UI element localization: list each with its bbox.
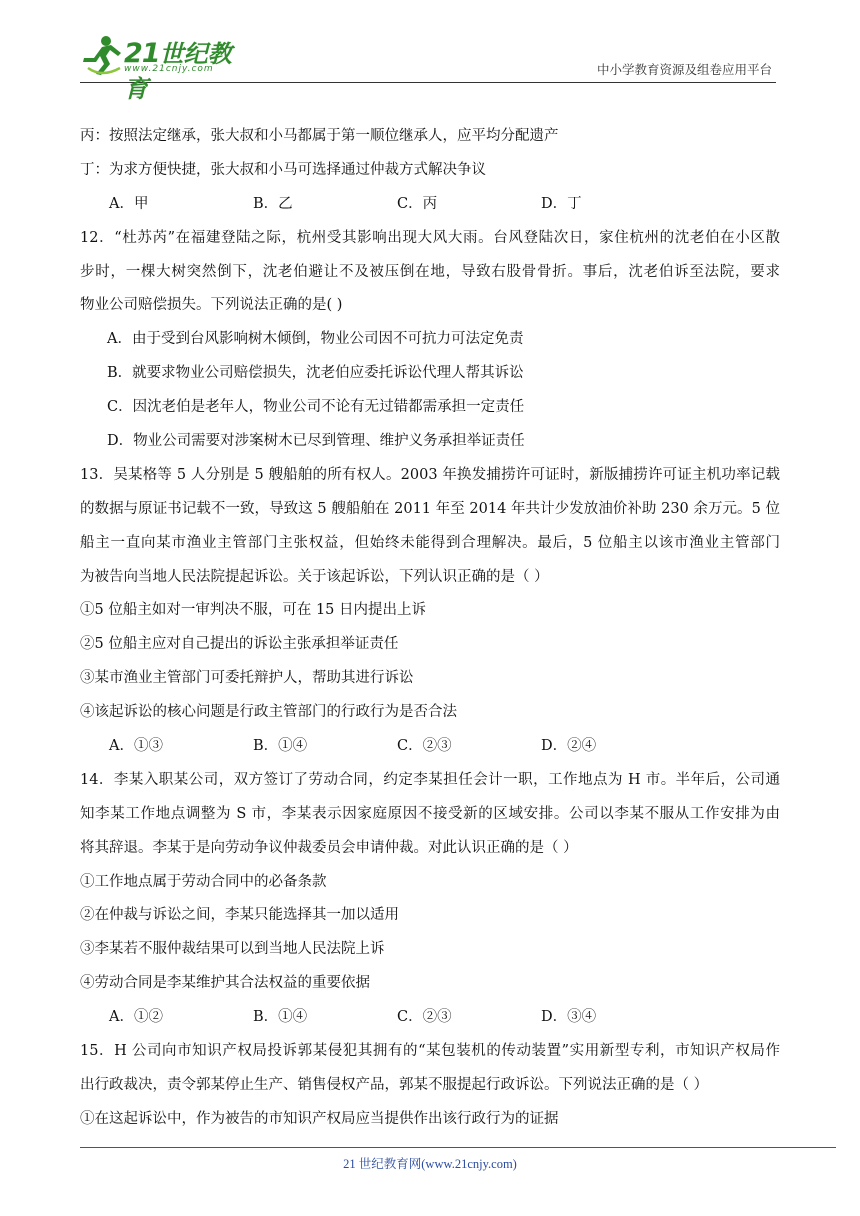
text-line: 15．H 公司向市知识产权局投诉郭某侵犯其拥有的“某包装机的传动装置”实用新型专利，市知识产权局作 bbox=[80, 1043, 780, 1060]
runner-icon bbox=[80, 34, 124, 76]
text-line: 12．“杜苏芮”在福建登陆之际，杭州受其影响出现大风大雨。台风登陆次日，家住杭州的沈老伯在小区散 bbox=[80, 229, 780, 246]
text-line: ④该起诉讼的核心问题是行政主管部门的行政行为是否合法 bbox=[80, 704, 457, 721]
text-line: 14．李某入职某公司，双方签订了劳动合同，约定李某担任会计一职，工作地点为 H 市。半年后，公司通 bbox=[80, 771, 780, 788]
text-line: ②在仲裁与诉讼之间，李某只能选择其一加以适用 bbox=[80, 907, 399, 924]
answer-option: B．①④ bbox=[253, 738, 308, 755]
logo-chinese: 世纪教育 bbox=[124, 40, 232, 103]
text-line: ①5 位船主如对一审判决不服，可在 15 日内提出上诉 bbox=[80, 602, 427, 619]
logo-url: www.21cnjy.com bbox=[124, 64, 214, 74]
choice-line: A．由于受到台风影响树木倾倒，物业公司因不可抗力可法定免责 bbox=[107, 331, 524, 348]
text-line: 的数据与原证书记载不一致，导致这 5 艘船舶在 2011 年至 2014 年共计少发放油价补助 230 余万元。5 位 bbox=[80, 500, 780, 517]
answer-option: B．乙 bbox=[253, 195, 293, 212]
page-header bbox=[80, 28, 776, 103]
answer-option: D．③④ bbox=[541, 1009, 597, 1026]
logo-number: 21 bbox=[124, 38, 160, 69]
page-footer: 21 世纪教育网(www.21cnjy.com) bbox=[343, 1157, 517, 1171]
text-line: ④劳动合同是李某维护其合法权益的重要依据 bbox=[80, 975, 370, 992]
text-line: 步时，一棵大树突然倒下，沈老伯避让不及被压倒在地，导致右股骨骨折。事后，沈老伯诉至法院，要求 bbox=[80, 263, 780, 280]
answer-option: C．②③ bbox=[397, 1009, 452, 1026]
answer-option: D．丁 bbox=[541, 195, 582, 212]
text-line: 物业公司赔偿损失。下列说法正确的是( ) bbox=[80, 297, 343, 314]
choice-line: C．因沈老伯是老年人，物业公司不论有无过错都需承担一定责任 bbox=[107, 399, 525, 416]
text-line: 知李某工作地点调整为 S 市，李某表示因家庭原因不接受新的区域安排。公司以李某不服从工作安排为由 bbox=[80, 805, 780, 822]
text-line: ②5 位船主应对自己提出的诉讼主张承担举证责任 bbox=[80, 636, 399, 653]
text-line: 13．吴某格等 5 人分别是 5 艘船舶的所有权人。2003 年换发捕捞许可证时，新版捕捞许可证主机功率记载 bbox=[80, 466, 780, 483]
document-body bbox=[80, 120, 780, 1137]
answer-option: A．①③ bbox=[109, 738, 163, 755]
text-line: 出行政裁决，责令郭某停止生产、销售侵权产品，郭某不服提起行政诉讼。下列说法正确的是（ ） bbox=[80, 1076, 709, 1093]
footer-divider bbox=[80, 1147, 836, 1148]
answer-option: B．①④ bbox=[253, 1009, 308, 1026]
answer-option: A．①② bbox=[109, 1009, 163, 1026]
answer-option: A．甲 bbox=[109, 195, 149, 212]
choice-line: B．就要求物业公司赔偿损失，沈老伯应委托诉讼代理人帮其诉讼 bbox=[107, 365, 524, 382]
choice-line: D．物业公司需要对涉案树木已尽到管理、维护义务承担举证责任 bbox=[107, 433, 525, 450]
text-line: ③某市渔业主管部门可委托辩护人，帮助其进行诉讼 bbox=[80, 670, 414, 687]
text-line: 丙：按照法定继承，张大叔和小马都属于第一顺位继承人，应平均分配遗产 bbox=[80, 128, 559, 144]
text-line: 将其辞退。李某于是向劳动争议仲裁委员会申请仲裁。对此认识正确的是（ ） bbox=[80, 839, 578, 856]
text-line: ①在这起诉讼中，作为被告的市知识产权局应当提供作出该行政行为的证据 bbox=[80, 1110, 559, 1127]
text-line: 为被告向当地人民法院提起诉讼。关于该起诉讼，下列认识正确的是（ ） bbox=[80, 568, 549, 585]
text-line: 丁：为求方便快捷，张大叔和小马可选择通过仲裁方式解决争议 bbox=[80, 161, 486, 178]
text-line: ③李某若不服仲裁结果可以到当地人民法院上诉 bbox=[80, 941, 385, 958]
text-line: ①工作地点属于劳动合同中的必备条款 bbox=[80, 873, 327, 890]
answer-options bbox=[80, 730, 780, 764]
answer-options bbox=[80, 188, 780, 222]
answer-option: D．②④ bbox=[541, 738, 597, 755]
text-line: 船主一直向某市渔业主管部门主张权益，但始终未能得到合理解决。最后，5 位船主以该市渔业主管部门 bbox=[80, 534, 780, 551]
site-logo bbox=[80, 32, 250, 103]
platform-tagline: 中小学教育资源及组卷应用平台 bbox=[596, 63, 772, 77]
answer-options bbox=[80, 1001, 780, 1035]
answer-option: C．②③ bbox=[397, 738, 452, 755]
answer-option: C．丙 bbox=[397, 195, 438, 212]
